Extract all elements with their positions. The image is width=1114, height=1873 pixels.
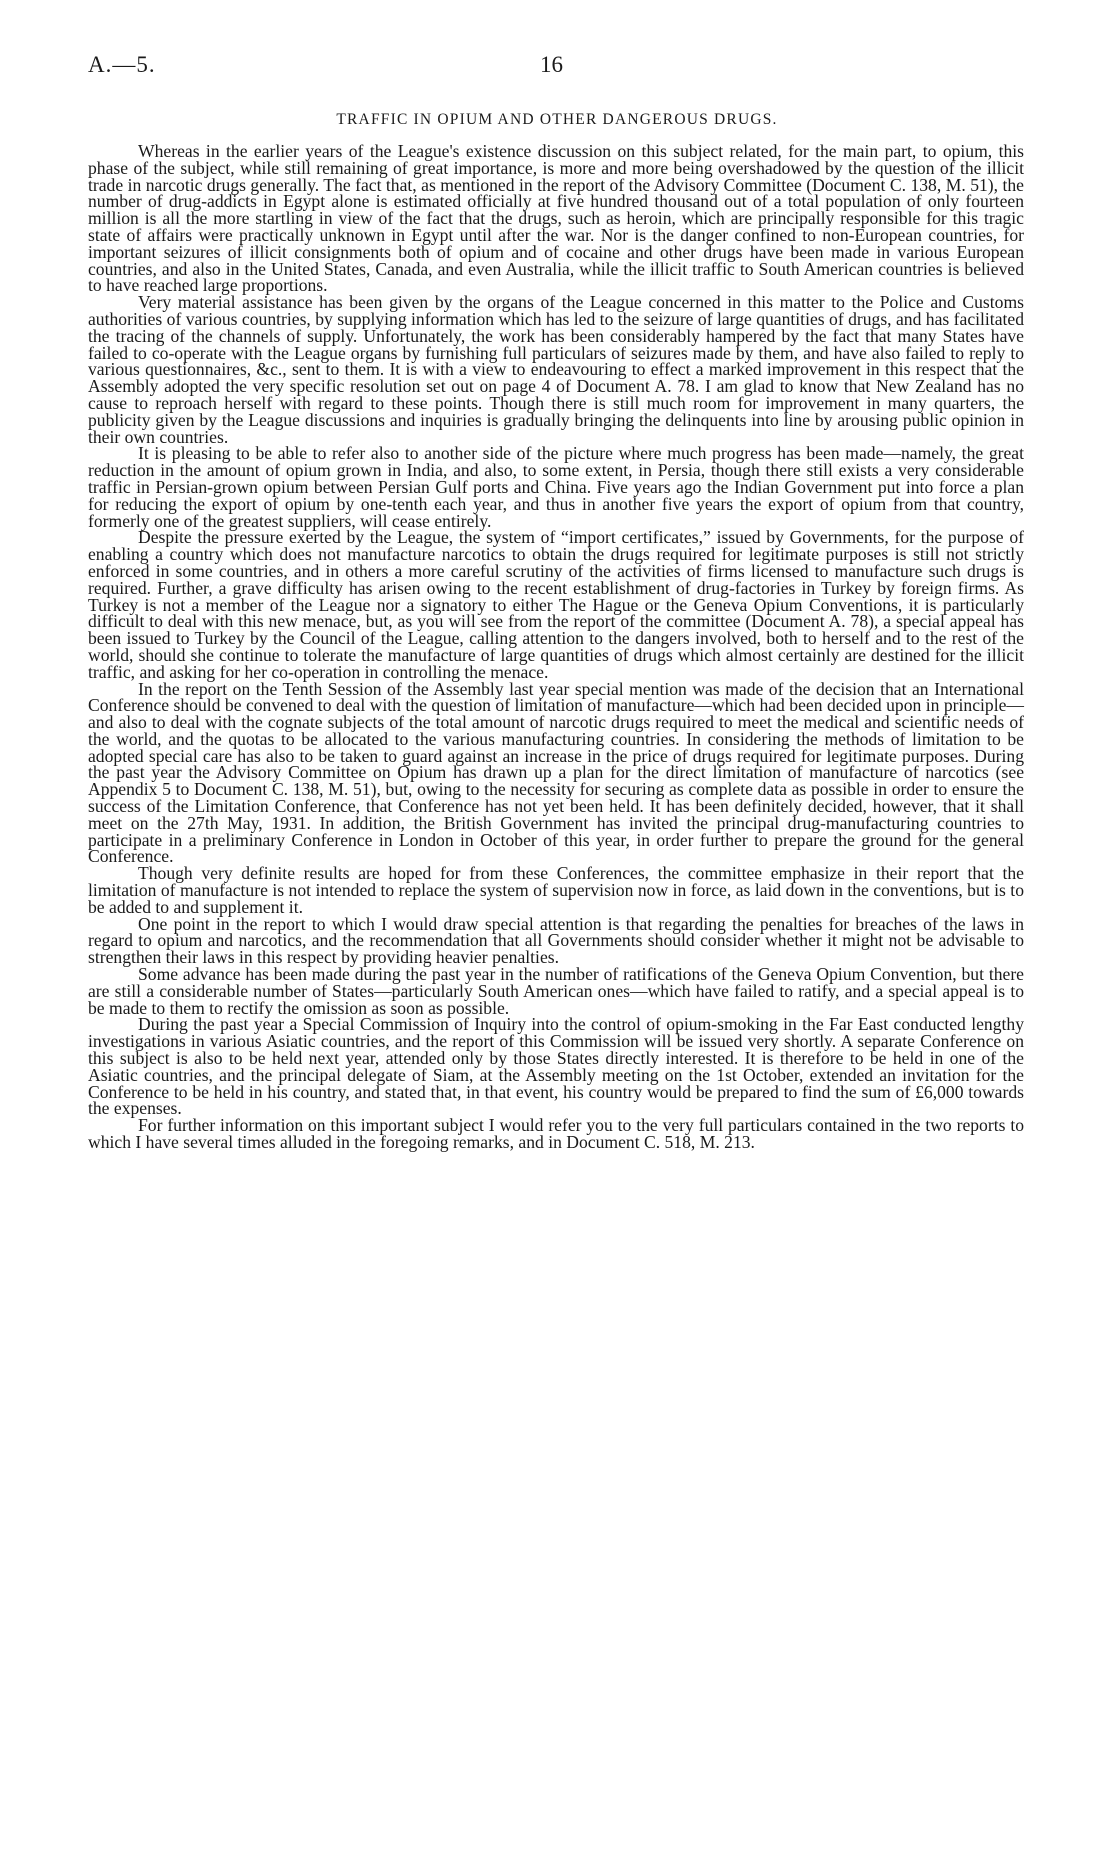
page-header	[0, 52, 1114, 82]
body-text	[88, 143, 1024, 1151]
paragraph-8: Some advance has been made during the past year in the number of ratifications of the Geneva Opium Convention, but there are still a considerable number of States—particularly South American ones—which have failed to ratify, and a special appeal is to be made to them to rectify the omission as soon as possible.	[88, 964, 1024, 1018]
paragraph-6: Though very definite results are hoped for from these Conferences, the committee emphasize in their report that the limitation of manufacture is not intended to replace the system of supervision now in force, as laid down in the conventions, but is to be added to and supplement it.	[88, 863, 1024, 917]
page-number: 16	[540, 52, 563, 77]
paragraph-4: Despite the pressure exerted by the League, the system of “import certificates,” issued by Governments, for the purpose of enabling a country which does not manufacture narcotics to obtain the drugs required for legitimate purposes is still not strictly enforced in some countries, and in others a more careful scrutiny of the activities of firms licensed to manufacture such drugs is required. Further, a grave difficulty has arisen owing to the recent establishment of drug-factories in Turkey by foreign firms. As Turkey is not a member of the League nor a signatory to either The Hague or the Geneva Opium Conventions, it is particularly difficult to deal with this new menace, but, as you will see from the report of the committee (Document A. 78), a special appeal has been issued to Turkey by the Council of the League, calling attention to the dangers involved, both to herself and to the rest of the world, should she continue to tolerate the manufacture of large quantities of drugs which almost certainly are destined for the illicit traffic, and asking for her co-operation in controlling the menace.	[88, 527, 1024, 682]
paragraph-9: During the past year a Special Commission of Inquiry into the control of opium-smoking in the Far East conducted lengthy investigations in various Asiatic countries, and the report of this Commission will be issued very shortly. A separate Conference on this subject is also to be held next year, attended only by those States directly interested. It is therefore to be held in one of the Asiatic countries, and the principal delegate of Siam, at the Assembly meeting on the 1st October, extended an invitation for the Conference to be held in his country, and stated that, in that event, his country would be prepared to find the sum of £6,000 towards the expenses.	[88, 1014, 1024, 1119]
paragraph-2: Very material assistance has been given by the organs of the League concerned in this matter to the Police and Customs authorities of various countries, by supplying information which has led to the seizure of large quantities of drugs, and has facilitated the tracing of the channels of supply. Unfortunately, the work has been considerably hampered by the fact that many States have failed to co-operate with the League organs by furnishing full particulars of seizures made by them, and have also failed to reply to various questionnaires, &c., sent to them. It is with a view to endeavouring to effect a marked improvement in this respect that the Assembly adopted the very specific resolution set out on page 4 of Document A. 78. I am glad to know that New Zealand has no cause to reproach herself with regard to these points. Though there is still much room for improvement in many quarters, the publicity given by the League discussions and inquiries is gradually bringing the delinquents into line by arousing public opinion in their own countries.	[88, 292, 1024, 447]
paragraph-10: For further information on this important subject I would refer you to the very full particulars contained in the two reports to which I have several times alluded in the foregoing remarks, and in Document C. 518, M. 213.	[88, 1115, 1024, 1153]
paragraph-1: Whereas in the earlier years of the League's existence discussion on this subject related, for the main part, to opium, this phase of the subject, while still remaining of great importance, is more and more being overshadowed by the question of the illicit trade in narcotic drugs generally. The fact that, as mentioned in the report of the Advisory Committee (Document C. 138, M. 51), the number of drug-addicts in Egypt alone is estimated officially at five hundred thousand out of a total population of only fourteen million is all the more startling in view of the fact that the drugs, such as heroin, which are principally responsible for this tragic state of affairs were practically unknown in Egypt until after the war. Nor is the danger confined to non-European countries, for important seizures of illicit consignments both of opium and of cocaine and other drugs have been made in various European countries, and also in the United States, Canada, and even Australia, while the illicit traffic to South American countries is believed to have reached large proportions.	[88, 141, 1024, 296]
paragraph-3: It is pleasing to be able to refer also to another side of the picture where much progress has been made—namely, the great reduction in the amount of opium grown in India, and also, to some extent, in Persia, though there still exists a very considerable traffic in Persian-grown opium between Persian Gulf ports and China. Five years ago the Indian Government put into force a plan for reducing the export of opium by one-tenth each year, and thus in another five years the export of opium from that country, formerly one of the greatest suppliers, will cease entirely.	[88, 443, 1024, 531]
document-reference: A.—5.	[88, 52, 156, 77]
paragraph-7: One point in the report to which I would draw special attention is that regarding the penalties for breaches of the laws in regard to opium and narcotics, and the recommendation that all Governments should consider whether it might not be advisable to strengthen their laws in this respect by providing heavier penalties.	[88, 913, 1024, 968]
paragraph-5: In the report on the Tenth Session of the Assembly last year special mention was made of the decision that an International Conference should be convened to deal with the question of limitation of manufacture—which had been decided upon in principle—and also to deal with the cognate subjects of the total amount of narcotic drugs required to meet the medical and scientific needs of the world, and the quotas to be allocated to the various manufacturing countries. In considering the methods of limitation to be adopted special care has also to be taken to guard against an increase in the price of drugs required for legitimate purposes. During the past year the Advisory Committee on Opium has drawn up a plan for the direct limitation of manufacture of narcotics (see Appendix 5 to Document C. 138, M. 51), but, owing to the necessity for securing as complete data as possible in order to ensure the success of the Limitation Conference, that Conference has not yet been held. It has been definitely decided, however, that it shall meet on the 27th May, 1931. In addition, the British Government has invited the principal drug-manufacturing countries to participate in a preliminary Conference in London in October of this year, in order further to prepare the ground for the general Conference.	[88, 678, 1024, 867]
section-title: TRAFFIC IN OPIUM AND OTHER DANGEROUS DRUGS.	[336, 111, 778, 128]
